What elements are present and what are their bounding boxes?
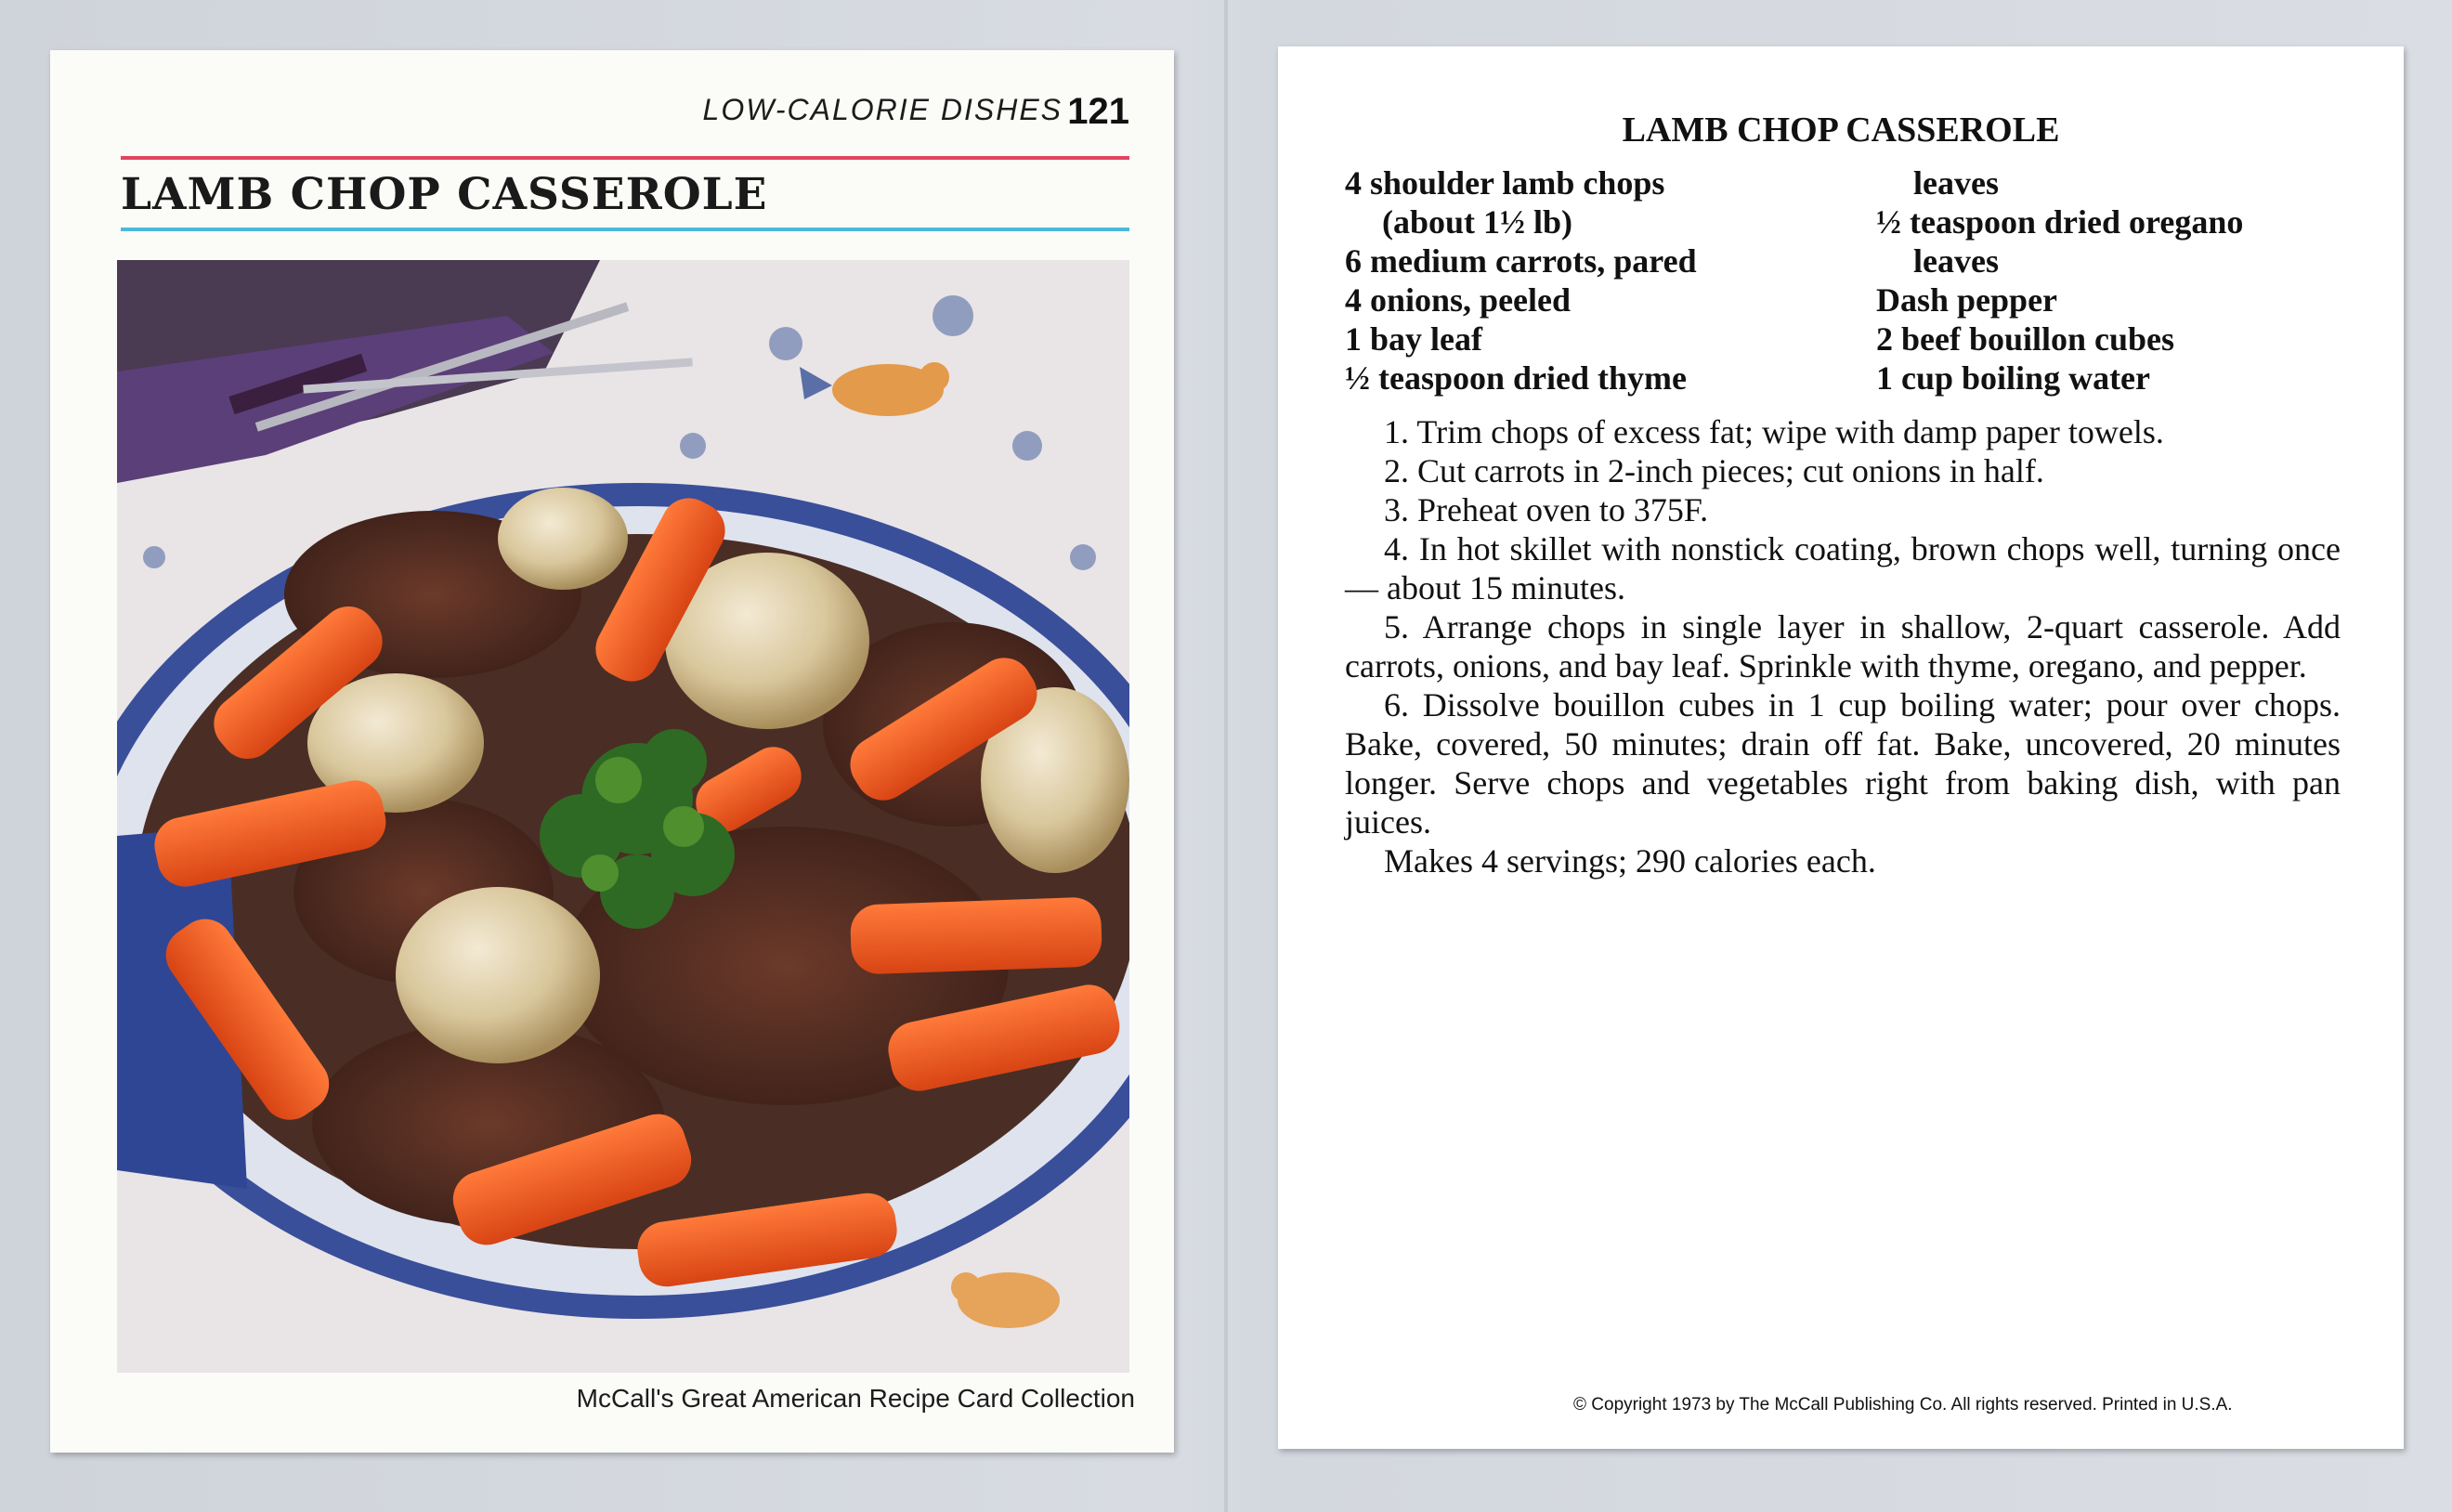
ingredients-column-right xyxy=(1876,163,2396,398)
ingredient-line: ½ teaspoon dried oregano xyxy=(1876,203,2244,241)
instructions xyxy=(1345,412,2341,880)
recipe-card-back xyxy=(1278,46,2404,1449)
ingredient-line: leaves xyxy=(1913,164,1999,202)
casserole-illustration xyxy=(117,260,1129,1373)
card-number: 121 xyxy=(1067,91,1129,132)
instruction-step: 5. Arrange chops in single layer in shallow, 2-quart casserole. Add carrots, onions, and bay leaf. Sprinkle with thyme, oregano, and pepper. xyxy=(1345,608,2341,684)
scan-divider xyxy=(1224,0,1228,1512)
ingredient-line: ½ teaspoon dried thyme xyxy=(1345,359,1687,397)
ingredient-line: 4 onions, peeled xyxy=(1345,281,1572,319)
ingredient-line: 2 beef bouillon cubes xyxy=(1876,320,2175,358)
red-rule xyxy=(121,156,1129,160)
ingredient-line: 6 medium carrots, pared xyxy=(1345,242,1697,280)
casserole-photo xyxy=(117,260,1129,1373)
instruction-step: 2. Cut carrots in 2-inch pieces; cut onions in half. xyxy=(1384,452,2044,489)
ingredient-line: 1 bay leaf xyxy=(1345,320,1482,358)
ingredient-line: leaves xyxy=(1913,242,1999,280)
copyright-notice: © Copyright 1973 by The McCall Publishing Co. All rights reserved. Printed in U.S.A. xyxy=(1573,1395,2233,1414)
ingredient-line: 4 shoulder lamb chops xyxy=(1345,164,1665,202)
instruction-step: 3. Preheat oven to 375F. xyxy=(1384,491,1709,528)
ingredient-line: Dash pepper xyxy=(1876,281,2058,319)
card-category: LOW-CALORIE DISHES xyxy=(702,93,1063,126)
collection-footer: McCall's Great American Recipe Card Collection xyxy=(576,1384,1135,1413)
ingredient-line: (about 1½ lb) xyxy=(1382,203,1573,241)
instruction-step: 6. Dissolve bouillon cubes in 1 cup boiling water; pour over chops. Bake, covered, 50 minutes; drain off fat. Bake, uncovered, 20 minutes longer. Serve chops and vegetables right from baking dish, with pan juices. xyxy=(1345,686,2341,841)
ingredient-line: 1 cup boiling water xyxy=(1876,359,2151,397)
servings-note: Makes 4 servings; 290 calories each. xyxy=(1384,842,1876,880)
instruction-step: 4. In hot skillet with nonstick coating, brown chops well, turning once — about 15 minutes. xyxy=(1345,530,2341,606)
blue-rule xyxy=(121,228,1129,231)
instruction-step: 1. Trim chops of excess fat; wipe with damp paper towels. xyxy=(1384,413,2164,450)
recipe-card-front xyxy=(50,50,1174,1453)
ingredients-column-left xyxy=(1345,163,1865,398)
recipe-title: LAMB CHOP CASSEROLE xyxy=(1622,111,2060,150)
card-title: LAMB CHOP CASSEROLE xyxy=(121,169,768,220)
